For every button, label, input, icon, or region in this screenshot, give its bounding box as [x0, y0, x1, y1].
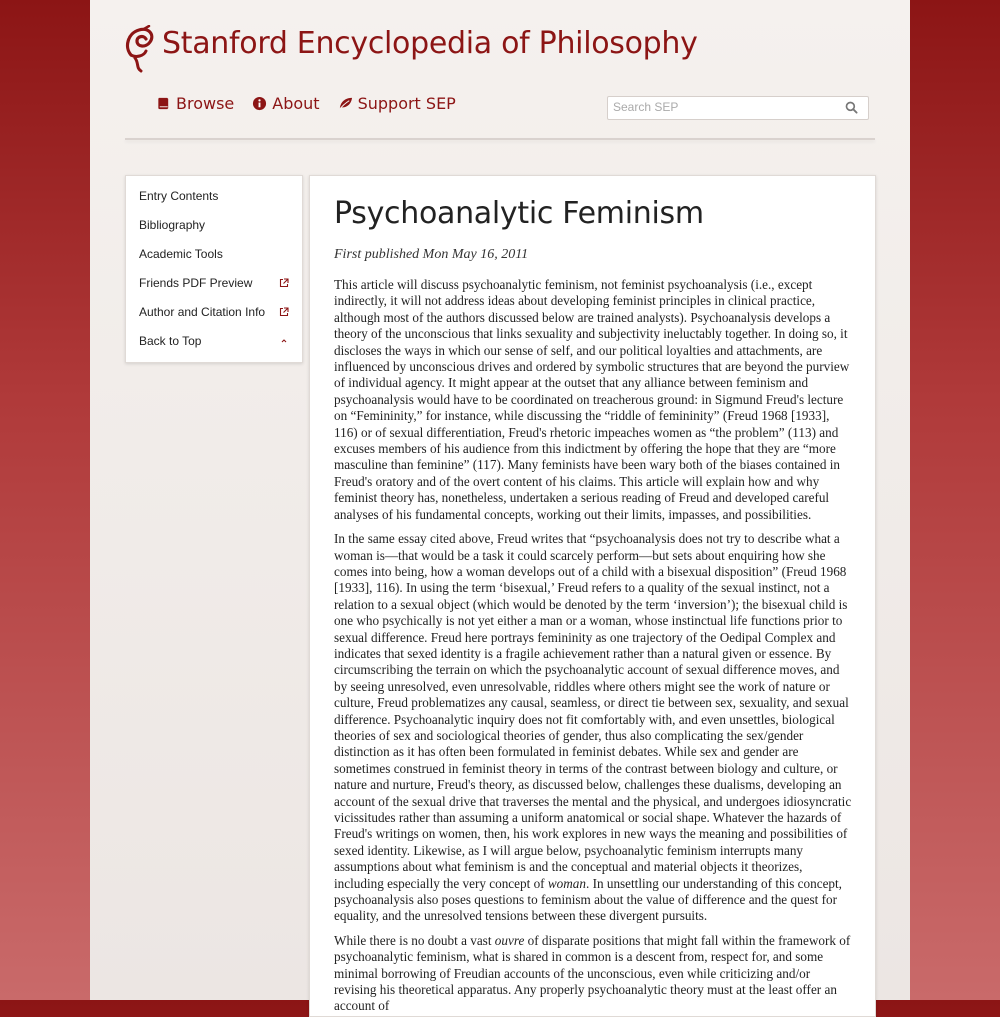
search-icon[interactable]	[845, 101, 858, 114]
sidebar-item-academic-tools[interactable]	[126, 240, 302, 269]
site-title[interactable]: Stanford Encyclopedia of Philosophy	[162, 26, 698, 61]
paragraph	[334, 933, 854, 1015]
sidebar-item-label: Author and Citation Info	[139, 305, 266, 319]
search-box	[607, 96, 869, 120]
entry-title: Psychoanalytic Feminism	[334, 196, 704, 231]
leaf-icon	[338, 96, 353, 111]
sidebar-item-friends-pdf-preview[interactable]	[126, 269, 302, 298]
site-header	[90, 0, 910, 140]
sidebar-item-author-citation-info[interactable]	[126, 298, 302, 327]
sidebar-item-label: Bibliography	[139, 218, 206, 232]
paragraph-text: . In unsettling our understanding of this concept, psychoanalysis also poses questions to feminism about the value of difference and the quest for equality, and the unresolved tensions between these divergent pursuits.	[334, 875, 842, 924]
search-input[interactable]	[608, 97, 833, 117]
emphasis: woman	[547, 875, 586, 891]
sidebar-item-entry-contents[interactable]	[126, 182, 302, 211]
main-nav	[156, 94, 456, 113]
sidebar-item-bibliography[interactable]	[126, 211, 302, 240]
info-circle-icon	[252, 96, 267, 111]
header-divider	[125, 138, 875, 140]
nav-about[interactable]	[252, 94, 319, 113]
external-link-icon	[279, 307, 289, 317]
paragraph-text: While there is no doubt a vast	[334, 932, 495, 948]
emphasis: ouvre	[494, 932, 525, 948]
paragraph	[334, 531, 854, 925]
book-icon	[156, 96, 171, 111]
sep-logo-figure-icon[interactable]	[122, 25, 156, 73]
entry-preamble	[334, 277, 854, 1017]
nav-browse-label: Browse	[176, 94, 235, 113]
sidebar-item-label: Friends PDF Preview	[139, 276, 253, 290]
sidebar-item-label: Academic Tools	[139, 247, 223, 261]
paragraph-text: of disparate positions that might fall within the framework of psychoanalytic feminism, what is shared in common is a descent from, respect for, and some minimal borrowing of Freudian accounts of the unconscious, even while criticizing and/or revising his theoretical apparatus. Any properly psychoanalytic theory must at the least offer an account of	[334, 932, 851, 1014]
paragraph-text: In the same essay cited above, Freud writes that “psychoanalysis does not try to describe what a woman is—that would be a task it could scarcely perform—but sets about enquiring how she comes into being, how a woman develops out of a child with a bisexual disposition” (Freud 1968 [1933], 116). In using the term ‘bisexual,’ Freud refers to a quality of the sexual instinct, not a relation to a sexual object (which would be denoted by the term ‘inversion’); the bisexual child is one who psychically is not yet either a man or a woman, whose instinctual life functions prior to sexual difference. Freud here portrays femininity as one trajectory of the Oedipal Complex and indicates that sexed identity is a fragile achievement rather than a natural given or essence. By circumscribing the terrain on which the psychoanalytic account of sexual difference moves, and by seeing unresolved, even unresolvable, riddles where others might see the work of nature or culture, Freud problematizes any causal, seamless, or direct tie between sex, sexuality, and sexual difference. Psychoanalytic inquiry does not fit comfortably with, and even unsettles, biological theories of sex and sociological theories of gender, thus also complicating the sex/gender distinction as it has often been formulated in feminist debates. While sex and gender are sometimes construed in feminist theory in terms of the contrast between biology and culture, or nature and nurture, Freud's theory, as discussed below, challenges these dualisms, developing an account of the sexual drive that traverses the mental and the physical, and undergoes idiosyncratic vicissitudes rather than assuming a uniform anatomical or social shape. Whatever the hazards of Freud's writings on women, then, his work explores in new ways the meaning and possibilities of sexed identity. Likewise, as I will argue below, psychoanalytic feminism interrupts many assumptions about what feminism is and the conceptual and material objects it theorizes, including especially the very concept of	[334, 531, 852, 891]
nav-browse[interactable]	[156, 94, 234, 113]
page-container	[90, 0, 910, 1014]
entry-content	[309, 175, 876, 1017]
nav-support[interactable]	[338, 94, 456, 113]
nav-support-label: Support SEP	[357, 94, 456, 113]
paragraph: This article will discuss psychoanalytic feminism, not feminist psychoanalysis (i.e., except indirectly, it will not address ideas about developing feminist principles in clinical practice, although most of the authors discussed below are trained analysts). Psychoanalysis develops a theory of the unconscious that links sexuality and subjectivity ineluctably together. In doing so, it discloses the ways in which our sense of self, and our political loyalties and attachments, are influenced by unconscious drives and ordered by symbolic structures that are beyond the purview of individual agency. It might appear at the outset that any alliance between feminism and psychoanalysis would have to be coordinated on treacherous ground: in Sigmund Freud's lecture on “Femininity,” for instance, while discussing the “riddle of femininity” (Freud 1968 [1933], 116) or of sexual differentiation, Freud's rhetoric impeaches women as “the problem” (113) and excuses members of his audience from this indictment by offering the hope that they are “more masculine than feminine” (117). Many feminists have been wary both of the biases contained in Freud's oratory and of the overt content of his claims. This article will explain how and why feminist theory has, nonetheless, undertaken a serious reading of Freud and developed careful analyses of his fundamental concepts, working out their limits, impasses, and possibilities.	[334, 277, 850, 522]
nav-about-label: About	[272, 94, 320, 113]
external-link-icon	[279, 278, 289, 288]
sidebar-item-back-to-top[interactable]	[126, 327, 302, 356]
sidebar-item-label: Back to Top	[139, 334, 202, 348]
entry-sidebar	[125, 175, 303, 363]
publication-info: First published Mon May 16, 2011	[334, 247, 529, 262]
sidebar-item-label: Entry Contents	[139, 189, 219, 203]
chevron-up-icon	[279, 336, 289, 346]
